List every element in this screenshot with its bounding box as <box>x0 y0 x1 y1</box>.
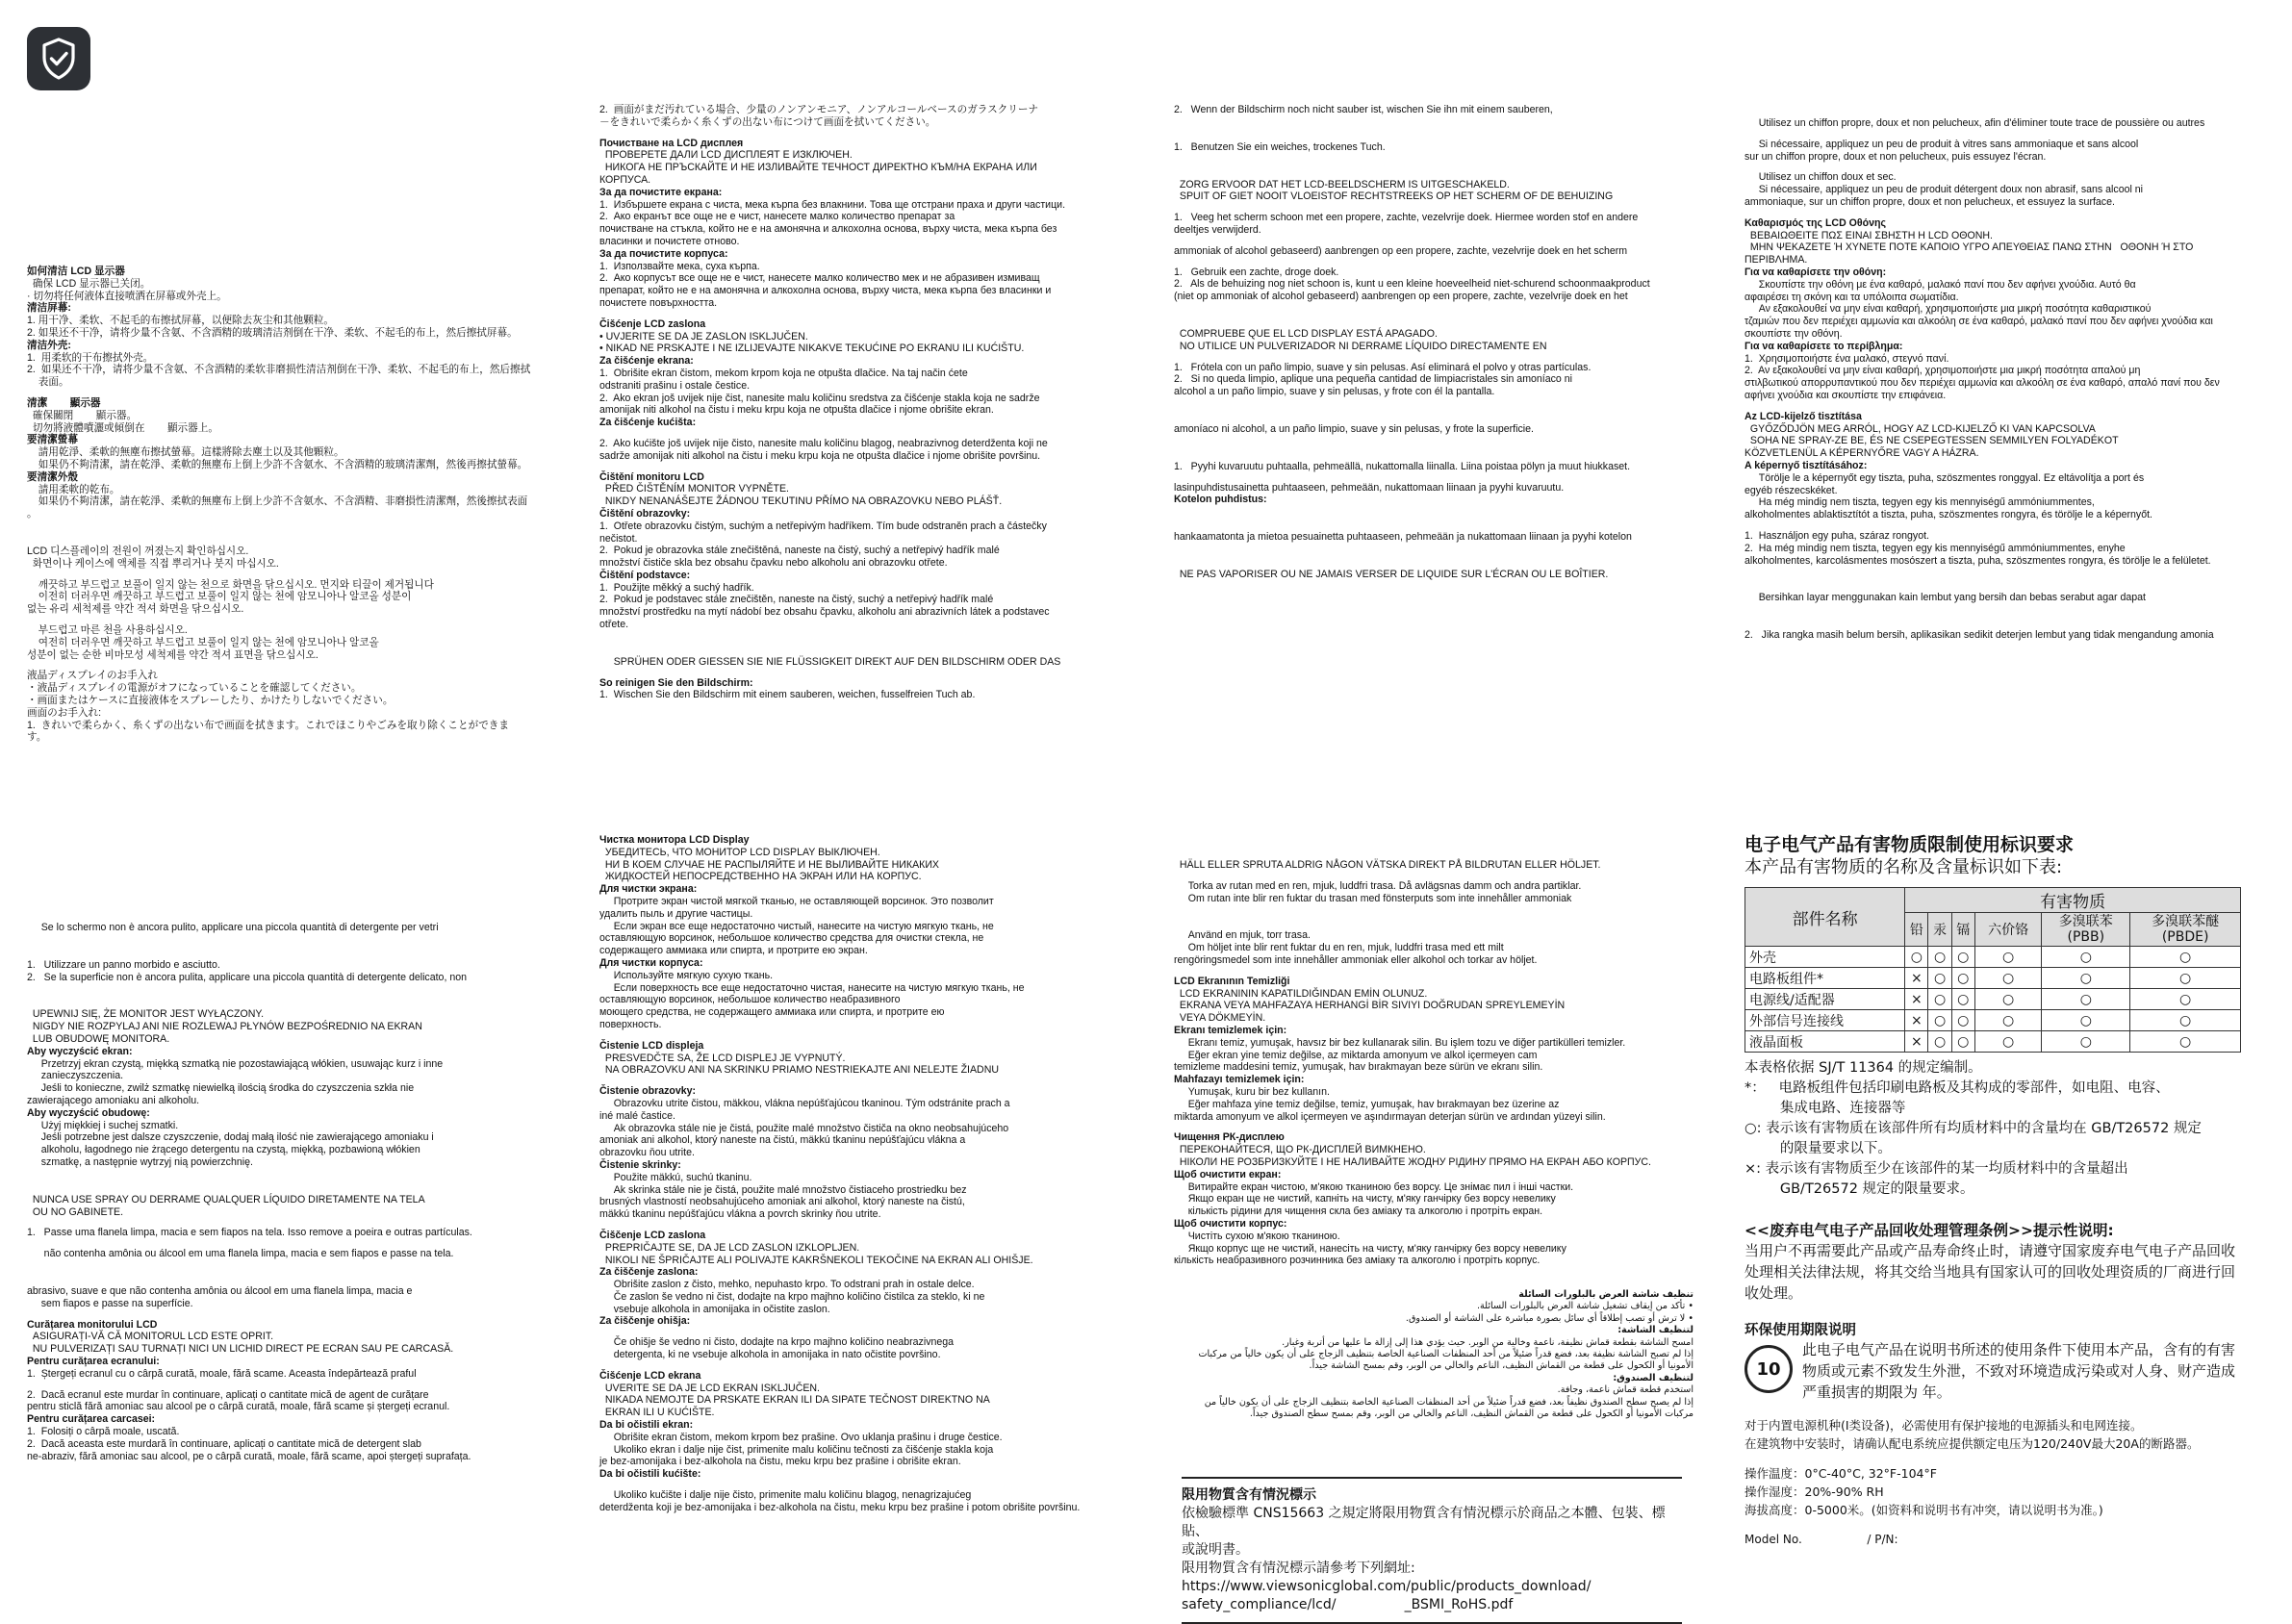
env-specs <box>1744 1464 2245 1519</box>
paragraph: تنظيف شاشة العرض بالبلورات السائلة <box>1518 1289 1694 1300</box>
paragraph: NIGDY NIE ROZPYLAJ ANI NIE ROZLEWAJ PŁYNÓW BEZPOŚREDNIO NA EKRAN LUB OBUDOWĘ MONITORA. <box>32 1021 422 1045</box>
paragraph: Щоб очистити екран: <box>1174 1168 1282 1180</box>
paragraph: Az LCD-kijelző tisztítása <box>1744 410 1862 422</box>
hazard-mark: ○ <box>2042 1031 2130 1053</box>
epup-title: 环保使用期限说明 <box>1744 1323 1856 1338</box>
hazard-mark: ○ <box>1951 947 1974 968</box>
model-line <box>1744 1533 2245 1546</box>
paragraph: Čištění monitoru LCD <box>599 470 704 483</box>
rohs-note: *： 电路板组件包括印刷电路板及其构成的零部件，如电阻、电容、 <box>1744 1080 2170 1096</box>
paragraph: 2. 画面がまだ汚れている場合、少量のノンアンモニア、ノンアルコールベースのガラスクリーナ －をきれいで柔らかく糸くずの出ない布につけて画面を拭いてください。 <box>599 104 1039 128</box>
hazard-mark: ○ <box>1974 1031 2041 1053</box>
paragraph: ПРОВЕРЕТЕ ДАЛИ LCD ДИСПЛЕЯТ Е ИЗКЛЮЧЕН. НИКОГА НЕ ПРЪСКАЙТЕ И НЕ ИЗЛИВАЙТЕ ТЕЧНОСТ ДИРЕКТНО КЪМ/НА ЕКРАНА ИЛИ КОРПУСА. <box>599 149 1037 186</box>
paragraph: 2. Jika rangka masih belum bersih, aplikasikan sedikit deterjen lembut yang tidak mengandung amonia <box>1744 629 2214 642</box>
recycle-title: <<废弃电气电子产品回收处理管理条例>>提示性说明: <box>1744 1222 2114 1239</box>
cleaning-col2-bottom <box>599 834 1138 1514</box>
paragraph: Aby wyczyścić ekran: <box>27 1045 133 1057</box>
bsmi-url: safety_compliance/lcd/ _BSMI_RoHS.pdf <box>1182 1597 1514 1612</box>
paragraph: Используйте мягкую сухую ткань. Если поверхность все еще недостаточно чистая, нанесите на чистую мягкую ткань, не оставляющую ворсинок, небольшое количество неабразивного моющего средства, не содержащего аммиака или спирта, и протрите ею поверхность. <box>599 969 1025 1030</box>
paragraph: 1. Избършете екрана с чиста, мека кърпа без влакнини. Това ще отстрани праха и други частици. 2. Ако екранът все още не е чист, нанесете малко количество препарат за почистване на стъкла, който не е на амонячна и алкохолна основа, върху чиста, мека кърпа без власинки и почистете отново. <box>599 198 1066 247</box>
paragraph: Kotelon puhdistus: <box>1174 494 1267 506</box>
paragraph: Da bi očistili kućište: <box>599 1468 701 1481</box>
paragraph: PŘED ČIŠTĚNÍM MONITOR VYPNĚTE. NIKDY NENANÁŠEJTE ŽÁDNOU TEKUTINU PŘÍMO NA OBRAZOVKU NEBO PLÁŠŤ. <box>604 483 1003 508</box>
paragraph: لتنظيف الشاشة: <box>1617 1325 1694 1336</box>
paragraph: Čištění podstavce: <box>599 569 691 581</box>
paragraph: 1. Използвайте мека, суха кърпа. 2. Ако корпусът все още не е чист, нанесете малко количество мек и не абразивен измиващ препарат, който не е на амонячна и алкохолна основа, върху чиста, мека кърпа без власинки и почистете повърхността. <box>599 260 1052 309</box>
hazard-mark: ○ <box>1928 947 1951 968</box>
paragraph: 1. きれいで柔らかく、糸くずの出ない布で画面を拭きます。これでほこりやごみを取り除くことができま す。 <box>27 719 509 744</box>
paragraph: Čistenie LCD displeja <box>599 1039 704 1052</box>
paragraph: Za čiščenje ohišja: <box>599 1315 691 1328</box>
paragraph: 1. Frótela con un paño limpio, suave y sin pelusas. Así eliminará el polvo y otras partículas. 2. Si no queda limpio, aplique una pequeña cantidad de limpiacristales sin amoníaco ni alcohol a un paño limpio, suave y sin pelusas, y frote con él la pantalla. <box>1174 361 1592 398</box>
substance-header: 镉 <box>1951 913 1974 947</box>
table-row <box>1745 968 2241 989</box>
paragraph: امسح الشاشة بقطعة قماش نظيفة، ناعمة وخالية من الوبر. حيث يؤدي هذا إلى إزالة ما عليها من أتربة وغبار. <box>1282 1336 1694 1348</box>
bsmi-line: 或說明書。 <box>1182 1542 1249 1558</box>
paragraph: Pentru curățarea carcasei: <box>27 1413 156 1426</box>
paragraph: ・画面またはケースに直接液体をスプレーしたり、かけたりしないでください。 <box>27 694 394 706</box>
paragraph: Čišćenje LCD ekrana <box>599 1369 701 1382</box>
rohs-subtitle: 本产品有害物质的名称及含量标识如下表: <box>1744 857 2063 877</box>
paragraph: 1. Utilizzare un panno morbido e asciutto. <box>27 958 220 971</box>
paragraph: 1. Gebruik een zachte, droge doek. 2. Als de behuizing nog niet schoon is, kunt u een kleine hoeveelheid niet-schurend schoonmaakproduct (niet op ammoniak of alcohol gebaseerd) aanbrengen op een propere, zachte, vezelvrije doek en het <box>1174 266 1650 303</box>
power-text: 对于内置电源机种(I类设备)，必需使用有保护接地的电源插头和电网连接。 在建筑物中安装时，请确认配电系统应提供额定电压为120/240V最大20A的断路器。 <box>1744 1418 2200 1451</box>
paragraph: 1. Veeg het scherm schoon met een propere, zachte, vezelvrije doek. Hiermee worden stof en andere deeltjes verwijderd. <box>1174 212 1639 236</box>
paragraph: Čistenie obrazovky: <box>599 1085 697 1098</box>
epup-10-icon: 10 <box>1744 1345 1793 1393</box>
paragraph: За да почистите корпуса: <box>599 247 728 260</box>
paragraph: 1. Wischen Sie den Bildschirm mit einem sauberen, weichen, fusselfreien Tuch ab. <box>599 689 976 701</box>
cleaning-col4-top <box>1744 117 2269 642</box>
cleaning-col2-top <box>599 104 1138 701</box>
paragraph: 1. Obrišite ekran čistom, mekom krpom koja ne otpušta dlačice. Na taj način ćete odstraniti prašinu i ostale čestice. 2. Ako ekran još uvijek nije čist, nanesite malu količinu sredstva za čišćenje stakla koja ne sadrže amonijak niti alkohol na čistu i meku krpu koja ne otpušta dlačice i njome obrišite ekran. <box>599 367 1040 417</box>
paragraph: Čišćenje LCD zaslona <box>599 317 706 330</box>
hazard-mark: ○ <box>2130 989 2241 1010</box>
paragraph: ammoniak of alcohol gebaseerd) aanbrengen op een propere, zachte, vezelvrije doek en het scherm <box>1174 244 1628 257</box>
paragraph: Καθαρισμός της LCD Οθόνης <box>1744 216 1886 229</box>
paragraph: Użyj miękkiej i suchej szmatki. Jeśli potrzebne jest dalsze czyszczenie, dodaj małą ilość nie zawierającego amoniaku i alkoholu, łagodnego nie żrącego detergentu na czystą, miękką, pozbawioną włókien szmatkę, a następnie wytrzyj nią powierzchnię. <box>40 1119 434 1168</box>
hazard-mark: ○ <box>1974 1010 2041 1031</box>
hazard-mark: ○ <box>1951 968 1974 989</box>
paragraph: A képernyő tisztításához: <box>1744 459 1868 471</box>
paragraph: 1. 用柔软的干布擦拭外壳。 <box>27 351 154 364</box>
paragraph: 清潔 顯示器 <box>27 396 101 409</box>
hazard-mark: ○ <box>1974 968 2041 989</box>
paragraph: ZORG ERVOOR DAT HET LCD-BEELDSCHERM IS UITGESCHAKELD. SPUIT OF GIET NOOIT VLOEISTOF RECHTSTREEKS OP HET SCHERM OF DE BEHUIZING <box>1179 178 1614 203</box>
paragraph: COMPRUEBE QUE EL LCD DISPLAY ESTÁ APAGADO. NO UTILICE UN PULVERIZADOR NI DERRAME LÍQUIDO DIRECTAMENTE EN <box>1179 327 1547 352</box>
paragraph: PRESVEDČTE SA, ŽE LCD DISPLEJ JE VYPNUTÝ. NA OBRAZOVKU ANI NA SKRINKU PRIAMO NESTRIEKAJTE ANI NELEJTE ŽIADNU <box>604 1052 1000 1077</box>
bsmi-rohs-notice <box>1182 1477 1682 1624</box>
hazard-mark: × <box>1905 968 1928 989</box>
paragraph: 여전히 더러우면 깨끗하고 부드럽고 보풀이 일지 않는 천에 암모니아나 알코올 성분이 없는 순한 비마모성 세척제를 약간 적셔 표면을 닦으십시오. <box>27 636 379 661</box>
paragraph: Törölje le a képernyőt egy tiszta, puha, szöszmentes ronggyal. Ez eltávolítja a port és egyéb részecskéket. Ha még mindig nem tiszta, tegyen egy kis mennyiségű ammóniummentes, alkoholmentes ablaktisztítót a tiszta, puha, szöszmentes rongyra, és törölje le a képernyőt. <box>1744 471 2152 521</box>
hazard-mark: × <box>1905 1010 1928 1031</box>
paragraph: 2. Ako kućište još uvijek nije čisto, nanesite malu količinu blagog, neabrazivnog deterdženta koji ne sadrže amonijak niti alkohol na čistu i meku krpu koja ne otpušta dlačice i njome obrišite površinu. <box>599 437 1048 462</box>
bsmi-url: https://www.viewsonicglobal.com/public/products_download/ <box>1182 1579 1592 1594</box>
paragraph: 清洁外壳: <box>27 339 71 351</box>
paragraph: Čištění obrazovky: <box>599 507 691 520</box>
rohs-note: ×: 表示该有害物质至少在该部件的某一均质材料中的含量超出 <box>1744 1161 2128 1177</box>
paragraph: Yumuşak, kuru bir bez kullanın. Eğer mahfaza yine temiz değilse, temiz, yumuşak, hav bırakmayan bez üzerine az miktarda amonyum ve alkol içermeyen ve aşındırmayan deterjan sürün ve ardından yüzeyi silin. <box>1174 1085 1606 1123</box>
paragraph: 如果仍不夠清潔，請在乾淨、柔軟的無塵布上倒上少許不含氨水、不含酒精的玻璃清潔劑，然後再擦拭螢幕。 <box>27 458 528 470</box>
paragraph: Da bi očistili ekran: <box>599 1419 694 1432</box>
paragraph: لتنظيف الصندوق: <box>1613 1372 1694 1383</box>
paragraph: hankaamatonta ja mietoa pesuainetta puhtaaseen, pehmeään ja nukattomaan liinaan ja pyyhi kotelon <box>1174 531 1632 544</box>
env-altitude: 海拔高度：0-5000米。(如资料和说明书有冲突，请以说明书为准。) <box>1744 1503 2103 1517</box>
paragraph: 2. 如果还不干净，请将少量不含氨、不含酒精的玻璃清洁剂倒在干净、柔软、不起毛的布上，然后擦拭屏幕。 <box>27 326 518 339</box>
part-name: 外部信号连接线 <box>1745 1010 1905 1031</box>
hazard-mark: ○ <box>1905 947 1928 968</box>
table-row <box>1745 947 2241 968</box>
paragraph: Za čišćenje ekrana: <box>599 355 694 368</box>
hazard-mark: ○ <box>1974 947 2041 968</box>
paragraph: Použite mäkkú, suchú tkaninu. Ak skrinka stále nie je čistá, použite malé množstvo čistiaceho prostriedku bez brusných vlastností neobsahujúceho amoniak ani alkohol, ktorý naneste na čistú, mäkkú tkaninu nepúšťajúcu vlákna a povrch skrinky ňou utrite. <box>599 1171 967 1221</box>
paragraph: 画面のお手入れ: <box>27 706 102 719</box>
paragraph: Чистка монитора LCD Display <box>599 834 750 846</box>
cleaning-col1-bottom <box>27 922 566 1462</box>
cleaning-col3-top <box>1174 104 1713 581</box>
rohs-note: ○: 表示该有害物质在该部件所有均质材料中的含量均在 GB/T26572 规定 <box>1744 1121 2202 1136</box>
paragraph: Obrišite ekran čistom, mekom krpom bez prašine. Ovo uklanja prašinu i druge čestice. Ukoliko ekran i dalje nije čist, primenite malu količinu tečnosti za čišćenje stakla koja je bez-amonijaka i bez-alkohola na čistu, meku krpu bez prašine i obrišite ekran. <box>599 1431 1003 1468</box>
paragraph: ΒΕΒΑΙΩΘΕΙΤΕ ΠΩΣ ΕΙΝΑΙ ΣΒΗΣΤΗ Η LCD ΟΘΟΝΗ. ΜΗΝ ΨΕΚΑΖΕΤΕ Ή ΧΥΝΕΤΕ ΠΟΤΕ ΚΑΠΟΙΟ ΥΓΡΟ ΑΠΕΥΘΕΙΑΣ ΠΑΝΩ ΣΤΗΝ ΟΘΟΝΗ Ή ΣΤΟ ΠΕΡΙΒΛΗΜΑ. <box>1744 229 2194 266</box>
paragraph: Za čišćenje kućišta: <box>599 417 697 429</box>
epup-row <box>1744 1339 2245 1403</box>
paragraph: 1. Χρησιμοποιήστε ένα μαλακό, στεγνό πανί. 2. Αν εξακολουθεί να μην είναι καθαρή, χρησιμοποιήστε μια μικρή ποσότητα απαλού μη στιλβωτικού απορρυπαντικού που δεν περιέχει αμμωνία και αλκοόλη σε ένα καθαρό, απαλό πανί που δεν αφήνει χνούδια και σκουπίστε την επιφάνεια. <box>1744 352 2220 401</box>
hazard-mark: ○ <box>1974 989 2041 1010</box>
paragraph: So reinigen Sie den Bildschirm: <box>599 676 753 689</box>
substance-header: 六价铬 <box>1974 913 2041 947</box>
paragraph: 請用柔軟的乾布。 <box>27 483 120 495</box>
paragraph: UPEWNIJ SIĘ, ŻE MONITOR JEST WYŁĄCZONY. <box>27 1008 265 1021</box>
paragraph: 如何清洁 LCD 显示器 <box>27 266 125 277</box>
paragraph: 화면이나 케이스에 액체를 직접 뿌리거나 붓지 마십시오. <box>27 557 279 570</box>
hazard-table-part-header: 部件名称 <box>1745 888 1905 947</box>
rohs-title: 电子电气产品有害物质限制使用标识要求 <box>1744 834 2075 855</box>
hazard-mark: ○ <box>1928 989 1951 1010</box>
hazard-mark: × <box>1905 989 1928 1010</box>
paragraph: 2. Se la superficie non è ancora pulita, applicare una piccola quantità di detergente delicato, non <box>27 971 468 983</box>
hazard-mark: ○ <box>2130 947 2241 968</box>
paragraph: 1. Folosiți o cârpă moale, uscată. 2. Dacă aceasta este murdară în continuare, aplicați o cantitate mică de detergent slab ne-abraziv, fără amoniac sau alcool, pe o cârpă curată, moale, fără scame, apoi ștergeți suprafața. <box>27 1425 471 1462</box>
paragraph: Mahfazayı temizlemek için: <box>1174 1074 1305 1086</box>
paragraph: UVERITE SE DA JE LCD EKRAN ISKLJUČEN. NIKADA NEMOJTE DA PRSKATE EKRAN ILI DA SIPATE TEČNOST DIREKTNO NA EKRAN ILI U KUĆIŠTE. <box>604 1382 990 1419</box>
paragraph: HÄLL ELLER SPRUTA ALDRIG NÅGON VÄTSKA DIREKT PÅ BILDRUTAN ELLER HÖLJET. <box>1174 859 1601 871</box>
env-temp: 操作温度：0°C-40°C, 32°F-104°F <box>1744 1466 1937 1481</box>
paragraph: Щоб очистити корпус: <box>1174 1217 1287 1230</box>
bsmi-line: 依檢驗標準 CNS15663 之規定將限用物質含有情況標示於商品之本體、包裝、標貼、 <box>1182 1506 1666 1539</box>
part-name: 电路板组件* <box>1745 968 1905 989</box>
paragraph: Чистіть сухою м'якою тканиною. Якщо корпус ще не чистий, нанесіть на чисту, м'яку ганчірку без ворсу невелику кількість неабразивного розчинника без аміаку та алкоголю і протріть корпус. <box>1174 1230 1566 1267</box>
paragraph: 2. 如果还不干净，请将少量不含氨、不含酒精的柔软非磨损性清洁剂倒在干净、柔软、不起毛的布上，然后擦拭 表面。 <box>27 364 531 389</box>
model-label: Model No. <box>1744 1533 1802 1546</box>
bsmi-line: 限用物質含有情況標示請參考下列網址: <box>1182 1561 1415 1576</box>
paragraph: Se lo schermo non è ancora pulito, applicare una piccola quantità di detergente per vetri <box>27 922 439 933</box>
paragraph: Για να καθαρίσετε την οθόνη: <box>1744 266 1887 278</box>
paragraph: • UVJERITE SE DA JE ZASLON ISKLJUČEN. • NIKAD NE PRSKAJTE I NE IZLIJEVAJTE NIKAKVE TEKUĆINE PO EKRANU ILI KUĆIŠTU. <box>599 330 1025 355</box>
paragraph: Витирайте екран чистою, м'якою тканиною без ворсу. Це знімає пил і інші частки. Якщо екран ще не чистий, капніть на чисту, м'яку ганчірку без ворсу невелику кількість рідини для чищення скла без аміаку та алкоголю і протріть екран. <box>1187 1180 1574 1218</box>
paragraph: Ukoliko kučište i dalje nije čisto, primenite malu količinu blagog, nenagrizajućeg deterdženta koji je bez-amonijaka i bez-alkohola na čistu, meku krpu bez prašine i potom obrišite površinu. <box>599 1489 1081 1513</box>
paragraph: Przetrzyj ekran czystą, miękką szmatką nie pozostawiającą włókien, usuwając kurz i inne zanieczyszczenia. Jeśli to konieczne, zwilż szmatkę niewielką ilością środka do czyszczenia szkła nie zawierającego amoniaku ani alkoholu. <box>27 1057 444 1106</box>
rohs-note: GB/T26572 规定的限量要求。 <box>1744 1181 1974 1197</box>
paragraph: 1. Passe uma flanela limpa, macia e sem fiapos na tela. Isso remove a poeira e outras partículas. <box>27 1227 472 1239</box>
shield-check-icon <box>39 37 78 81</box>
paragraph: SPRÜHEN ODER GIESSEN SIE NIE FLÜSSIGKEIT DIREKT AUF DEN BILDSCHIRM ODER DAS <box>599 655 1061 668</box>
paragraph: abrasivo, suave e que não contenha amônia ou álcool em uma flanela limpa, macia e sem fiapos e passe na superfície. <box>27 1284 413 1309</box>
paragraph: Aby wyczyścić obudowę: <box>27 1106 150 1119</box>
cleaning-arabic <box>1174 1289 1694 1420</box>
paragraph: 請用乾淨、柔軟的無塵布擦拭螢幕。這樣將除去塵土以及其他顆粒。 <box>27 446 344 459</box>
paragraph: lasinpuhdistusainetta puhtaaseen, pehmeään, nukattomaan liinaan ja pyyhi kuvaruutu. <box>1174 481 1565 494</box>
shield-check-logo <box>27 27 90 90</box>
rohs-note: 本表格依据 SJ/T 11364 的规定编制。 <box>1744 1060 1982 1076</box>
epup-text: 此电子电气产品在说明书所述的使用条件下使用本产品，含有的有害物质或元素不致发生外泄，不致对环境造成污染或对人身、财产造成严重损害的期限为 年。 <box>1802 1341 2236 1401</box>
hazard-mark: ○ <box>1928 1010 1951 1031</box>
table-row <box>1745 989 2241 1010</box>
hazard-mark: ○ <box>2042 947 2130 968</box>
hazard-mark: ○ <box>2130 1031 2241 1053</box>
paragraph: 깨끗하고 부드럽고 보풀이 일지 않는 천으로 화면을 닦으십시오. 먼지와 티끌이 제거됩니다 이전히 더러우면 깨끗하고 부드럽고 보풀이 일지 않는 천에 암모니아나 알코올 성분이 없는 유리 세척제를 약간 적셔 화면을 닦으십시오. <box>27 578 434 616</box>
cleaning-col3-bottom <box>1174 859 1713 1267</box>
hazard-table-body <box>1745 947 2241 1053</box>
paragraph: Почистване на LCD дисплея <box>599 137 744 149</box>
paragraph: PREPRIČAJTE SE, DA JE LCD ZASLON IZKLOPLJEN. NIKOLI NE ŠPRIČAJTE ALI POLIVAJTE KAKRŠNEKOLI TEKOČINE NA EKRAN ALI OHIŠJE. <box>604 1241 1033 1266</box>
hazard-mark: ○ <box>2130 968 2241 989</box>
paragraph: 确保 LCD 显示器已关闭。 <box>27 277 151 290</box>
paragraph: Чищення РК-дисплею <box>1174 1131 1285 1144</box>
hazard-mark: ○ <box>1951 989 1974 1010</box>
env-humidity: 操作湿度：20%-90% RH <box>1744 1484 1884 1499</box>
paragraph: 1. Ștergeți ecranul cu o cârpă curată, moale, fără scame. Aceasta îndepărtează praful <box>27 1367 417 1380</box>
paragraph: Ekranı temiz, yumuşak, havsız bir bez kullanarak silin. Bu işlem tozu ve diğer partikülleri temizler. Eğer ekran yine temiz değilse, az miktarda amonyum ve alkol içermeyen cam temizleme maddesini temiz, yumuşak, hav bırakmayan beze sürün ve ekranı silin. <box>1174 1036 1626 1074</box>
bsmi-title: 限用物質含有情況標示 <box>1182 1487 1316 1503</box>
hazard-mark: ○ <box>1928 1031 1951 1053</box>
paragraph: Для чистки экрана: <box>599 883 698 896</box>
substance-header: 多溴联苯醚 (PBDE) <box>2130 913 2241 947</box>
paragraph: За да почистите екрана: <box>599 186 723 198</box>
paragraph: · 切勿将任何液体直接喷洒在屏幕或外壳上。 <box>27 290 227 302</box>
paragraph: Utilisez un chiffon propre, doux et non pelucheux, afin d'éliminer toute trace de poussière ou autres <box>1744 117 2205 129</box>
paragraph: Obrišite zaslon z čisto, mehko, nepuhasto krpo. To odstrani prah in ostale delce. Če zaslon še vedno ni čist, dodajte na krpo majhno količino čistilca za steklo, ki ne vsebuje alkohola in amonijaka in očistite zaslon. <box>613 1279 985 1315</box>
paragraph: استخدم قطعة قماش ناعمة، وجافة. <box>1557 1384 1694 1396</box>
paragraph: Utilisez un chiffon doux et sec. Si nécessaire, appliquez un peu de produit détergent doux non abrasif, sans alcool ni ammoniaque, sur un chiffon propre, doux et non pelucheux, et essuyez la surface. <box>1744 171 2144 208</box>
paragraph: amoníaco ni alcohol, a un paño limpio, suave y sin pelusas, y frote la superficie. <box>1174 422 1534 435</box>
part-name: 液晶面板 <box>1745 1031 1905 1053</box>
paragraph: • لا ترش أو تصب إطلاقاً أي سائل بصورة مباشرة على الشاشة أو الصندوق. <box>1405 1312 1694 1324</box>
table-row <box>1745 1010 2241 1031</box>
paragraph: Для чистки корпуса: <box>599 956 703 969</box>
hazard-mark: ○ <box>2042 989 2130 1010</box>
paragraph: Curățarea monitorului LCD <box>27 1318 158 1331</box>
hazard-mark: ○ <box>2042 968 2130 989</box>
cleaning-col1-top <box>27 266 566 744</box>
hazard-mark: ○ <box>1951 1010 1974 1031</box>
paragraph: Si nécessaire, appliquez un peu de produit à vitres sans ammoniaque et sans alcool sur un chiffon propre, doux et non pelucheux, puis essuyez l'écran. <box>1744 138 2139 163</box>
substance-header: 铅 <box>1905 913 1928 947</box>
paragraph: ПЕРЕКОНАЙТЕСЯ, ЩО РК-ДИСПЛЕЙ ВИМКНЕНО. НІКОЛИ НЕ РОЗБРИЗКУЙТЕ І НЕ НАЛИВАЙТЕ ЖОДНУ РІДИНУ ПРЯМО НА ЕКРАН АБО КОРПУС. <box>1179 1144 1651 1168</box>
paragraph: Torka av rutan med en ren, mjuk, luddfri trasa. Då avlägsnas damm och andra partiklar. Om rutan inte blir ren fuktar du trasan med fönsterputs som inte innehåller ammoniak <box>1187 879 1582 904</box>
part-name: 电源线/适配器 <box>1745 989 1905 1010</box>
hazard-mark: × <box>1905 1031 1928 1053</box>
hazard-mark: ○ <box>2042 1010 2130 1031</box>
paragraph: Bersihkan layar menggunakan kain lembut yang bersih dan bebas serabut agar dapat <box>1744 592 2146 604</box>
paragraph: УБЕДИТЕСЬ, ЧТО МОНИТОР LCD DISPLAY ВЫКЛЮЧЕН. НИ В КОЕМ СЛУЧАЕ НЕ РАСПЫЛЯЙТЕ И НЕ ВЫЛИВАЙТЕ НИКАКИХ ЖИДКОСТЕЙ НЕПОСРЕДСТВЕННО НА ЭКРАН ИЛИ НА КОРПУС. <box>604 846 939 883</box>
paragraph: GYŐZŐDJÖN MEG ARRÓL, HOGY AZ LCD-KIJELZŐ KI VAN KAPCSOLVA SOHA NE SPRAY-ZE BE, ÉS NE CSEPEGTESSEN SEMMILYEN FOLYADÉKOT KÖZVETLENÜL A KÉPERNYŐRE VAGY A HÁZRA. <box>1744 422 2119 460</box>
paragraph: 液晶ディスプレイのお手入れ <box>27 670 158 682</box>
paragraph: 2. Dacă ecranul este murdar în continuare, aplicați o cantitate mică de agent de curățare pentru sticlă fără amoniac sau alcool pe o cârpă curată, moale, fără scame și ștergeți ecranul. <box>27 1388 450 1413</box>
paragraph: 1. Použijte měkký a suchý hadřík. 2. Pokud je podstavec stále znečištěn, naneste na čistý, suchý a netřepivý hadřík malé množství prostředku na mytí nádobí bez obsahu čpavku, alkoholu ani abrazivních látek a podstavec otřete. <box>599 581 1050 631</box>
substance-header: 汞 <box>1928 913 1951 947</box>
paragraph: Σκουπίστε την οθόνη με ένα καθαρό, μαλακό πανί που δεν αφήνει χνούδια. Αυτό θα αφαιρέσει τη σκόνη και τα υπόλοιπα σωματίδια. Αν εξακολουθεί να μην είναι καθαρή, χρησιμοποιήστε μια μικρή ποσότητα καθαριστικού τζαμιών που δεν περιέχει αμμωνία και αλκοόλη σε ένα καθαρό, μαλακό πανί που δεν αφήνει χνούδια και σκουπίστε την οθόνη. <box>1744 278 2213 340</box>
hazard-table-group-header: 有害物质 <box>1905 888 2241 913</box>
paragraph: 切勿將液體噴灑或傾倒在 顯示器上。 <box>27 421 218 434</box>
paragraph: Za čiščenje zaslona: <box>599 1266 699 1279</box>
paragraph: 1. 用干净、柔软、不起毛的布擦拭屏幕，以便除去灰尘和其他颗粒。 <box>27 315 334 327</box>
paragraph: ASIGURAȚI-VĂ CĂ MONITORUL LCD ESTE OPRIT. NU PULVERIZAȚI SAU TURNAȚI NICI UN LICHID DIRECT PE ECRAN SAU PE CARCASĂ. <box>32 1331 454 1356</box>
rohs-notes <box>1744 1058 2245 1200</box>
hazard-mark: ○ <box>1951 1031 1974 1053</box>
paragraph: 如果仍不夠清潔，請在乾淨、柔軟的無塵布上倒上少許不含氨水、不含酒精、非磨損性清潔劑，然後擦拭表面 。 <box>27 495 528 520</box>
paragraph: Pentru curățarea ecranului: <box>27 1355 160 1367</box>
paragraph: LCD Ekranının Temizliği <box>1174 975 1290 987</box>
paragraph: 清洁屏幕: <box>27 302 71 315</box>
rohs-note: 集成电路、连接器等 <box>1744 1101 1906 1116</box>
paragraph: 1. Otřete obrazovku čistým, suchým a netřepivým hadříkem. Tím bude odstraněn prach a částečky nečistot. 2. Pokud je obrazovka stále znečištěná, naneste na čistý, suchý a netřepivý hadřík malé množství čističe skla bez obsahu čpavku nebo alkoholu ani obrazovku otřete. <box>599 520 1047 570</box>
paragraph: Če ohišje še vedno ni čisto, dodajte na krpo majhno količino neabrazivnega detergenta, ki ne vsebuje alkohola in amonijaka in nato očistite površino. <box>613 1336 955 1361</box>
paragraph: LCD 디스플레이의 전원이 꺼졌는지 확인하십시오. <box>27 545 249 557</box>
paragraph: 1. Használjon egy puha, száraz rongyot. 2. Ha még mindig nem tiszta, tegyen egy kis mennyiségű ammóniummentes, enyhe alkoholmentes, karcolásmentes mosószert a tiszta, puha, szöszmentes rongyra, és törölje le a felületet. <box>1744 529 2211 567</box>
paragraph: Ekranı temizlemek için: <box>1174 1024 1287 1036</box>
table-row <box>1745 1031 2241 1053</box>
paragraph: Για να καθαρίσετε το περίβλημα: <box>1744 340 1903 352</box>
paragraph: 要清潔螢幕 <box>27 434 78 446</box>
paragraph: • تأكد من إيقاف تشغيل شاشة العرض بالبلورات السائلة. <box>1476 1301 1694 1312</box>
recycle-text: 当用户不再需要此产品或产品寿命终止时，请遵守国家废弃电气电子产品回收处理相关法律法规，将其交给当地具有国家认可的回收处理资质的厂商进行回收处理。 <box>1744 1242 2236 1302</box>
paragraph: 2. Wenn der Bildschirm noch nicht sauber ist, wischen Sie ihn mit einem sauberen, <box>1174 104 1553 115</box>
rohs-note: 的限量要求以下。 <box>1744 1141 1892 1156</box>
paragraph: 1. Benutzen Sie ein weiches, trockenes Tuch. <box>1174 140 1386 153</box>
hazard-mark: ○ <box>1928 968 1951 989</box>
paragraph: NUNCA USE SPRAY OU DERRAME QUALQUER LÍQUIDO DIRETAMENTE NA TELA OU NO GABINETE. <box>32 1193 425 1218</box>
paragraph: Čiščenje LCD zaslona <box>599 1229 706 1241</box>
paragraph: não contenha amônia ou álcool em uma flanela limpa, macia e sem fiapos e passe na tela. <box>27 1248 454 1260</box>
paragraph: 要清潔外殼 <box>27 470 78 483</box>
substance-header: 多溴联苯 (PBB) <box>2042 913 2130 947</box>
hazard-table <box>1744 887 2241 1053</box>
paragraph: Obrazovku utrite čistou, mäkkou, vláknа nepúšťajúcou tkaninou. Tým odstránite prach a iné malé častice. Ak obrazovka stále nie je čistá, použite malé množstvo čističa na okno neobsahujúceho amoniak ani alkohol, ktorý naneste na čistú, mäkkú tkaninu nepúšťajúcu vlákna a obrazovku ňou utrite. <box>599 1097 1010 1159</box>
paragraph: Använd en mjuk, torr trasa. Om höljet inte blir rent fuktar du en ren, mjuk, luddfri trasa med ett milt rengöringsmedel som inte innehåller ammoniak eller alkohol och torkar av höljet. <box>1174 929 1538 966</box>
china-rohs-block <box>1744 833 2245 1546</box>
part-name: 外壳 <box>1745 947 1905 968</box>
paragraph: ・液晶ディスプレイの電源がオフになっていることを確認してください。 <box>27 682 362 695</box>
paragraph: 1. Pyyhi kuvaruutu puhtaalla, pehmeällä, nukattomalla liinalla. Liina poistaa pölyn ja muut hiukkaset. <box>1174 460 1631 472</box>
hazard-mark: ○ <box>2130 1010 2241 1031</box>
paragraph: 부드럽고 마른 천을 사용하십시오. <box>27 623 188 636</box>
paragraph: Čistenie skrinky: <box>599 1158 681 1171</box>
paragraph: NE PAS VAPORISER OU NE JAMAIS VERSER DE LIQUIDE SUR L'ÉCRAN OU LE BOÎTIER. <box>1174 568 1609 580</box>
paragraph: إذا لم تصبح الشاشة نظيفة بعد، فضع قدراً ضئيلاً من أحد المنظفات الصناعية الخاصة بتنظيف الزجاج على أن يكون خالياً من مركبات الأمونيا أو الكحول على قطعة من القماش النظيف، الناعم والخالي من الوبر، وقم بمسح الشاشة جيداً. <box>1195 1349 1694 1372</box>
pn-label: / P/N: <box>1867 1533 1898 1546</box>
paragraph: إذا لم يصبح سطح الصندوق نظيفاً بعد، فضع قدراً ضئيلاً من أحد المنظفات الصناعية الخاصة بتنظيف الزجاج على أن يكون خالياً من مركبات الأمونيا أو الكحول على قطعة من القماش النظيف، الناعم والخالي من الوبر، وقم بمسح سطح الصندوق جيداً. <box>1201 1396 1694 1420</box>
paragraph: 確保關閉 顯示器。 <box>27 409 138 421</box>
paragraph: Протрите экран чистой мягкой тканью, не оставляющей ворсинок. Это позволит удалить пыль и другие частицы. Если экран все еще недостаточно чистый, нанесите на чистую мягкую ткань, не оставляющую ворсинок, небольшое количество средства для очистки стекла, не содержащего аммиака или спирта, и протрите ею экран. <box>599 895 994 957</box>
paragraph: LCD EKRANININ KAPATILDIĞINDAN EMİN OLUNUZ. EKRANA VEYA MAHFAZAYA HERHANGİ BİR SIVIYI DOĞRUDAN SPREYLEMEYİN VEYA DÖKMEYİN. <box>1179 987 1566 1025</box>
